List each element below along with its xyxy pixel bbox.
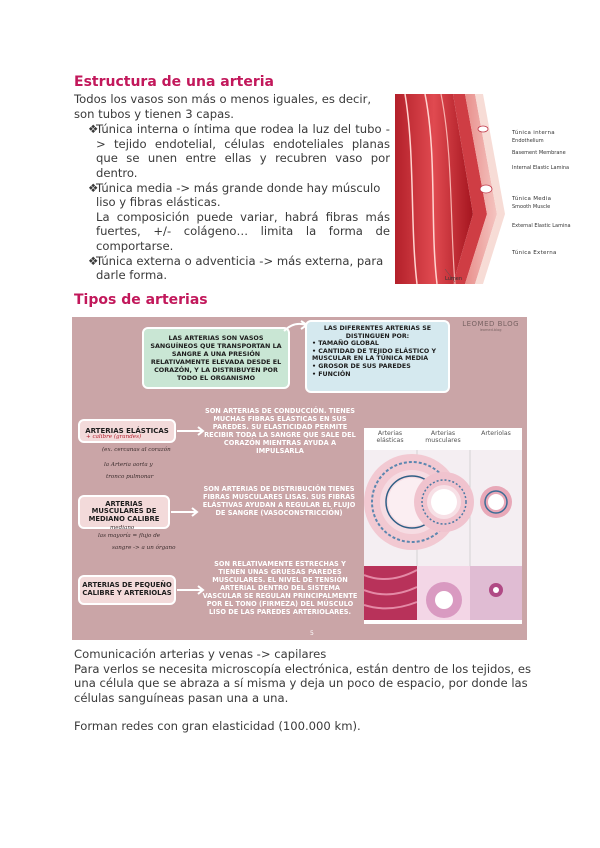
type-label-musculares [78,495,170,529]
handwritten-note: la Arteria aorta y [104,462,153,468]
type1-label-text: ARTERIAS ELÁSTICAS [85,427,169,435]
label-endothelium: Endothelium [512,138,544,144]
histology-images [364,450,522,620]
brand-logo [462,320,519,332]
bullet-icon: ❖ [88,180,99,195]
distinguish-item: • CANTIDAD DE TEJIDO ELÁSTICO Y MUSCULAR EN LA TÚNICA MEDIA [312,347,437,363]
bullet-item [74,181,390,254]
brand-name: LEOMED BLOG [462,320,519,328]
label-tunica-interna: Túnica interna [512,130,555,136]
page-mark: 5 [310,630,314,637]
type3-label-text: ARTERIAS DE PEQUEÑO CALIBRE Y ARTERIOLAS [82,581,172,597]
artery-wall-illustration [395,94,575,284]
label-internal-elastic-lamina: Internal Elastic Lamina [512,165,570,171]
intro-box [142,327,290,389]
column-header: Arterias elásticas [376,430,404,444]
arteries-infographic [72,317,527,640]
intro-paragraph: Todos los vasos son más o menos iguales, es decir, son tubos y tienen 3 capas. [74,92,372,121]
column-header: Arterias musculares [425,430,461,444]
capillaries-paragraph: Para verlos se necesita microscopía electrónica, están dentro de los tejidos, es una célula que se abraza a sí misma y deja un poco de espacio, por donde las células sanguíneas pasan una a una. [74,661,532,705]
intro-box-text: LAS ARTERIAS SON VASOS SANGUÍNEOS QUE TRANSPORTAN LA SANGRE A UNA PRESIÓN RELATIVAMENTE ELEVADA DESDE EL CORAZÓN, Y LA DISTRIBUYEN POR TODO EL ORGANISMO [150,334,282,382]
label-tunica-externa: Túnica Externa [512,250,557,256]
type-label-pequeno [78,575,176,605]
label-lumen: Lumen [445,276,462,282]
label-external-elastic-lamina: External Elastic Lamina [512,223,571,229]
handwritten-note: + calibre (grandes) [86,434,142,440]
bullet-item [74,122,390,180]
section-title-tipos: Tipos de arterias [74,292,208,308]
handwritten-note: (ex. cercanas al corazón [102,447,171,453]
handwritten-note: las mayoría = flujo de [98,533,161,539]
arrow-right-icon [170,507,200,517]
brand-sub: leomed.blog [479,328,502,332]
column-header: Arteriolas [481,430,511,437]
distinguish-item: • TAMAÑO GLOBAL [312,340,379,348]
label-tunica-media: Túnica Media [512,196,552,202]
label-smooth-muscle: Smooth Muscle [512,204,551,210]
bullet-text: Túnica media -> más grande donde hay músculo liso y fibras elásticas. [96,180,381,210]
handwritten-note: mediano [110,525,135,531]
type1-description: SON ARTERIAS DE CONDUCCIÓN. TIENES MUCHAS FIBRAS ELÁSTICAS EN SUS PAREDES. SU ELASTICIDAD PERMITE RECIBIR TODA LA SANGRE QUE SALE DEL CORAZÓN MIENTRAS AYUDA A IMPULSARLA [204,407,356,455]
capillaries-text [74,647,534,734]
bullet-icon: ❖ [88,122,99,137]
distinguish-item: • GROSOR DE SUS PAREDES [312,362,411,370]
bullet-icon: ❖ [88,253,99,268]
section-title-estructura: Estructura de una arteria [74,74,274,90]
capillaries-line2: Forman redes con gran elasticidad (100.000 km). [74,719,361,734]
bullet-text: Túnica externa o adventicia -> más externa, para darle forma. [96,253,384,283]
type2-description: SON ARTERIAS DE DISTRIBUCIÓN TIENES FIBRAS MUSCULARES LISAS. SUS FIBRAS ELÁSTIVAS AYUDAN A REGULAR EL FLUJO DE SANGRE (VASOCONSTRICCIÓN) [202,485,356,517]
distinguish-title: LAS DIFERENTES ARTERIAS SE DISTINGUEN POR: [323,325,432,340]
label-basement-membrane: Basement Membrane [512,150,566,156]
distinguish-box [305,320,450,393]
handwritten-note: sangre -> a un órgano [112,545,176,551]
artery-drawing [395,94,510,284]
type2-label-text: ARTERIAS MUSCULARES DE MEDIANO CALIBRE [88,499,160,523]
capillaries-line1: Comunicación arterias y venas -> capilares [74,647,327,661]
type3-description: SON RELATIVAMENTE ESTRECHAS Y TIENEN UNAS GRUESAS PAREDES MUSCULARES. EL NIVEL DE TENSIÓN ARTERIAL DENTRO DEL SISTEMA VASCULAR SE REGULAN PRINCIPALMENTE POR EL TONO (FIRMEZA) DEL MÚSCULO LISO DE LAS PAREDES ARTERIOLARES. [202,560,358,616]
bullet-text: Túnica interna o íntima que rodea la luz del tubo -> tejido endotelial, células endoteliales planas que se unen entre ellas y recubren vaso por dentro. [96,122,390,180]
histology-panel [364,428,522,624]
distinguish-item: • FUNCIÓN [312,370,351,378]
section1-text [74,92,390,283]
handwritten-note: tronco pulmonar [106,474,154,480]
bullet-continuation: La composición puede variar, habrá fibras más fuertes, +/- colágeno… limita la forma de comportarse. [96,209,390,253]
bullet-item [74,254,390,283]
